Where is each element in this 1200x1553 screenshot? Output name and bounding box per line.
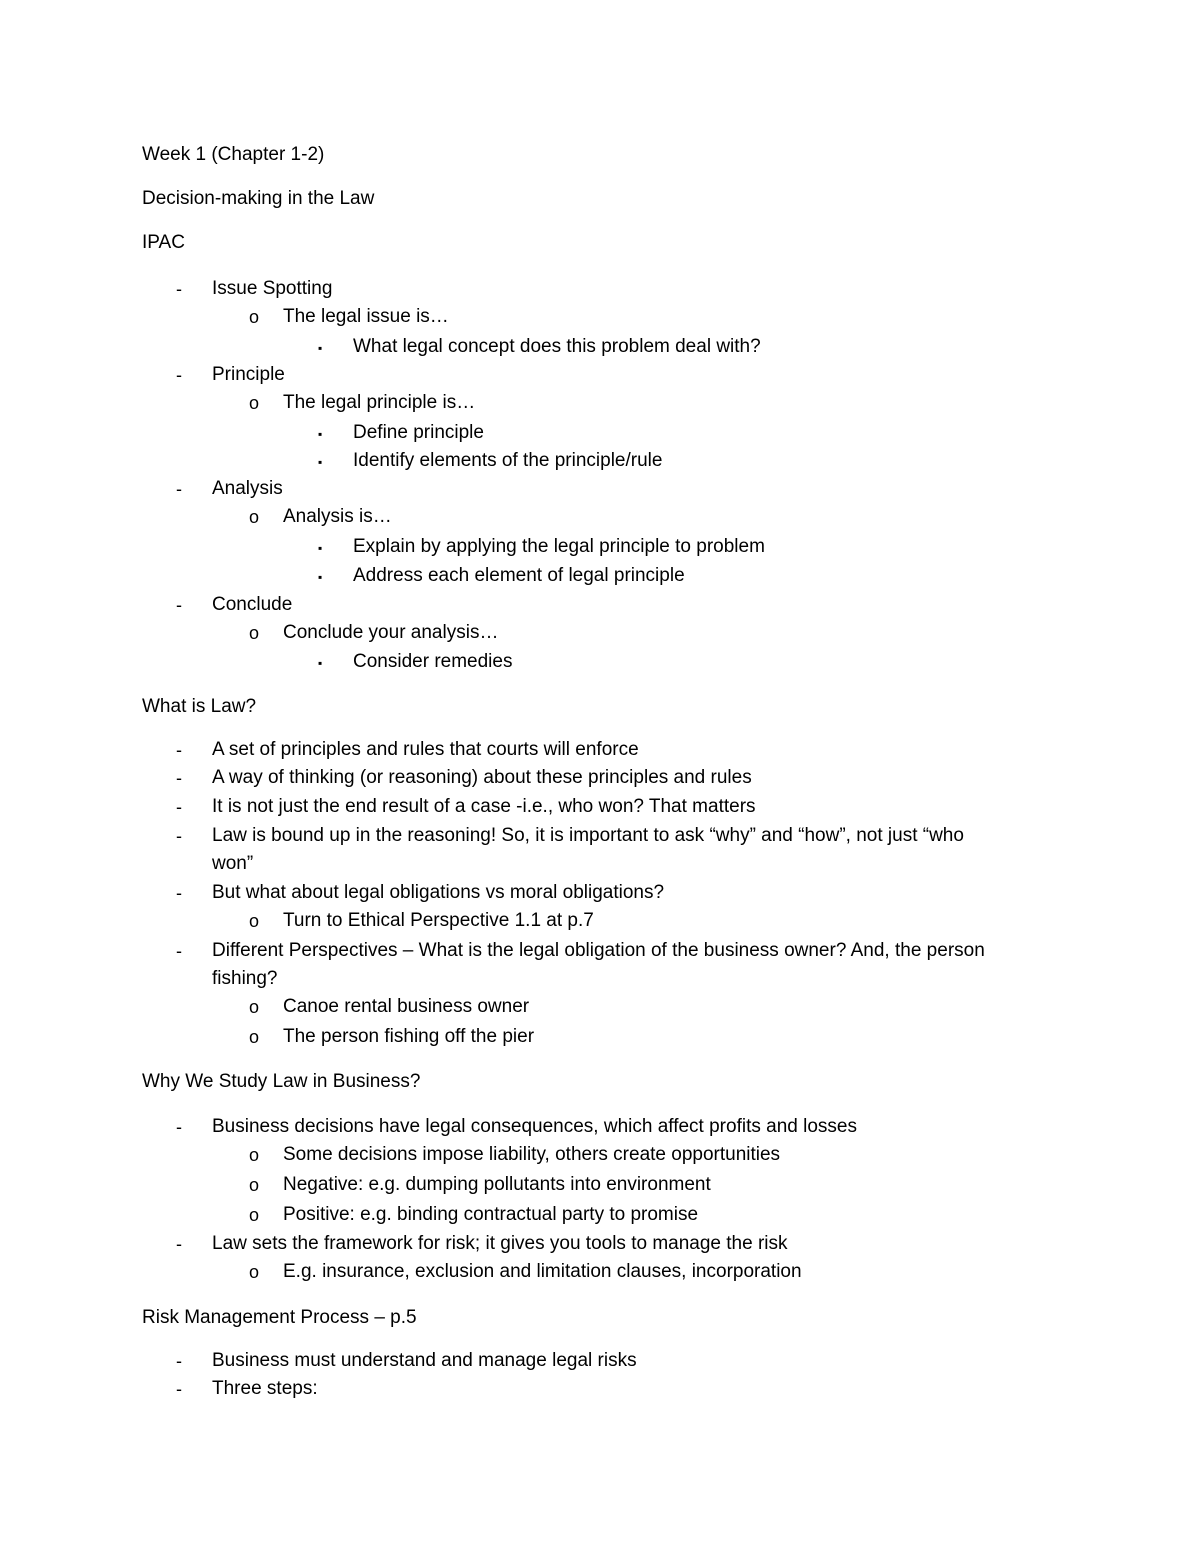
dash-bullet: - [176, 941, 182, 961]
circle-bullet: o [249, 1027, 260, 1047]
list-item-text: Business decisions have legal consequences, which affect profits and losses [212, 1116, 857, 1137]
circle-bullet: o [249, 1145, 260, 1165]
list-item-text: Analysis is… [283, 506, 392, 527]
dash-bullet: - [176, 768, 182, 788]
square-bullet: ▪ [318, 541, 323, 555]
list-item-text: Conclude [212, 594, 293, 615]
week-heading: Week 1 (Chapter 1-2) [142, 144, 325, 165]
square-bullet: ▪ [318, 341, 323, 355]
list-item-text: Issue Spotting [212, 278, 333, 299]
dash-bullet: - [176, 740, 182, 760]
dash-bullet: - [176, 479, 182, 499]
list-item-text: Principle [212, 364, 285, 385]
list-item-text: won” [212, 853, 254, 874]
square-bullet: ▪ [318, 427, 323, 441]
list-item-text: Turn to Ethical Perspective 1.1 at p.7 [283, 910, 594, 931]
circle-bullet: o [249, 1175, 260, 1195]
circle-bullet: o [249, 1262, 260, 1282]
list-item-text: Law is bound up in the reasoning! So, it is important to ask “why” and “how”, not just “who [212, 825, 964, 846]
circle-bullet: o [249, 507, 260, 527]
list-item-text: Canoe rental business owner [283, 996, 530, 1017]
dash-bullet: - [176, 279, 182, 299]
list-item-text: E.g. insurance, exclusion and limitation clauses, incorporation [283, 1261, 802, 1282]
list-item-text: Identify elements of the principle/rule [353, 450, 663, 471]
list-item-text: Negative: e.g. dumping pollutants into environment [283, 1174, 711, 1195]
list-item-text: The legal principle is… [283, 392, 476, 413]
list-item-text: Explain by applying the legal principle to problem [353, 536, 765, 557]
dash-bullet: - [176, 595, 182, 615]
list-item-text: Law sets the framework for risk; it gives you tools to manage the risk [212, 1233, 788, 1254]
ipac-heading: IPAC [142, 232, 185, 253]
list-item-text: A set of principles and rules that courts will enforce [212, 739, 639, 760]
list-item-text: Three steps: [212, 1378, 318, 1399]
list-item-text: It is not just the end result of a case -i.e., who won? That matters [212, 796, 756, 817]
square-bullet: ▪ [318, 656, 323, 670]
dash-bullet: - [176, 1117, 182, 1137]
list-item-text: Define principle [353, 422, 484, 443]
dash-bullet: - [176, 1351, 182, 1371]
square-bullet: ▪ [318, 455, 323, 469]
dash-bullet: - [176, 797, 182, 817]
circle-bullet: o [249, 393, 260, 413]
circle-bullet: o [249, 623, 260, 643]
list-item-text: The legal issue is… [283, 306, 449, 327]
circle-bullet: o [249, 1205, 260, 1225]
risk-heading: Risk Management Process – p.5 [142, 1307, 417, 1328]
square-bullet: ▪ [318, 570, 323, 584]
list-item-text: Some decisions impose liability, others create opportunities [283, 1144, 781, 1165]
dash-bullet: - [176, 1379, 182, 1399]
list-item-text: Positive: e.g. binding contractual party to promise [283, 1204, 699, 1225]
dash-bullet: - [176, 826, 182, 846]
list-item-text: What legal concept does this problem deal with? [353, 336, 761, 357]
list-item-text: Address each element of legal principle [353, 565, 685, 586]
list-item-text: Conclude your analysis… [283, 622, 499, 643]
circle-bullet: o [249, 911, 260, 931]
list-item-text: Analysis [212, 478, 283, 499]
list-item-text: The person fishing off the pier [283, 1026, 535, 1047]
list-item-text: Business must understand and manage legal risks [212, 1350, 637, 1371]
decision-heading: Decision-making in the Law [142, 188, 375, 209]
dash-bullet: - [176, 1234, 182, 1254]
circle-bullet: o [249, 307, 260, 327]
what-is-law-heading: What is Law? [142, 696, 257, 717]
list-item-text: But what about legal obligations vs moral obligations? [212, 882, 665, 903]
why-heading: Why We Study Law in Business? [142, 1071, 421, 1092]
list-item-text: Different Perspectives – What is the legal obligation of the business owner? And, the person [212, 940, 985, 961]
list-item-text: Consider remedies [353, 651, 513, 672]
list-item-text: fishing? [212, 968, 278, 989]
dash-bullet: - [176, 365, 182, 385]
circle-bullet: o [249, 997, 260, 1017]
dash-bullet: - [176, 883, 182, 903]
list-item-text: A way of thinking (or reasoning) about these principles and rules [212, 767, 752, 788]
